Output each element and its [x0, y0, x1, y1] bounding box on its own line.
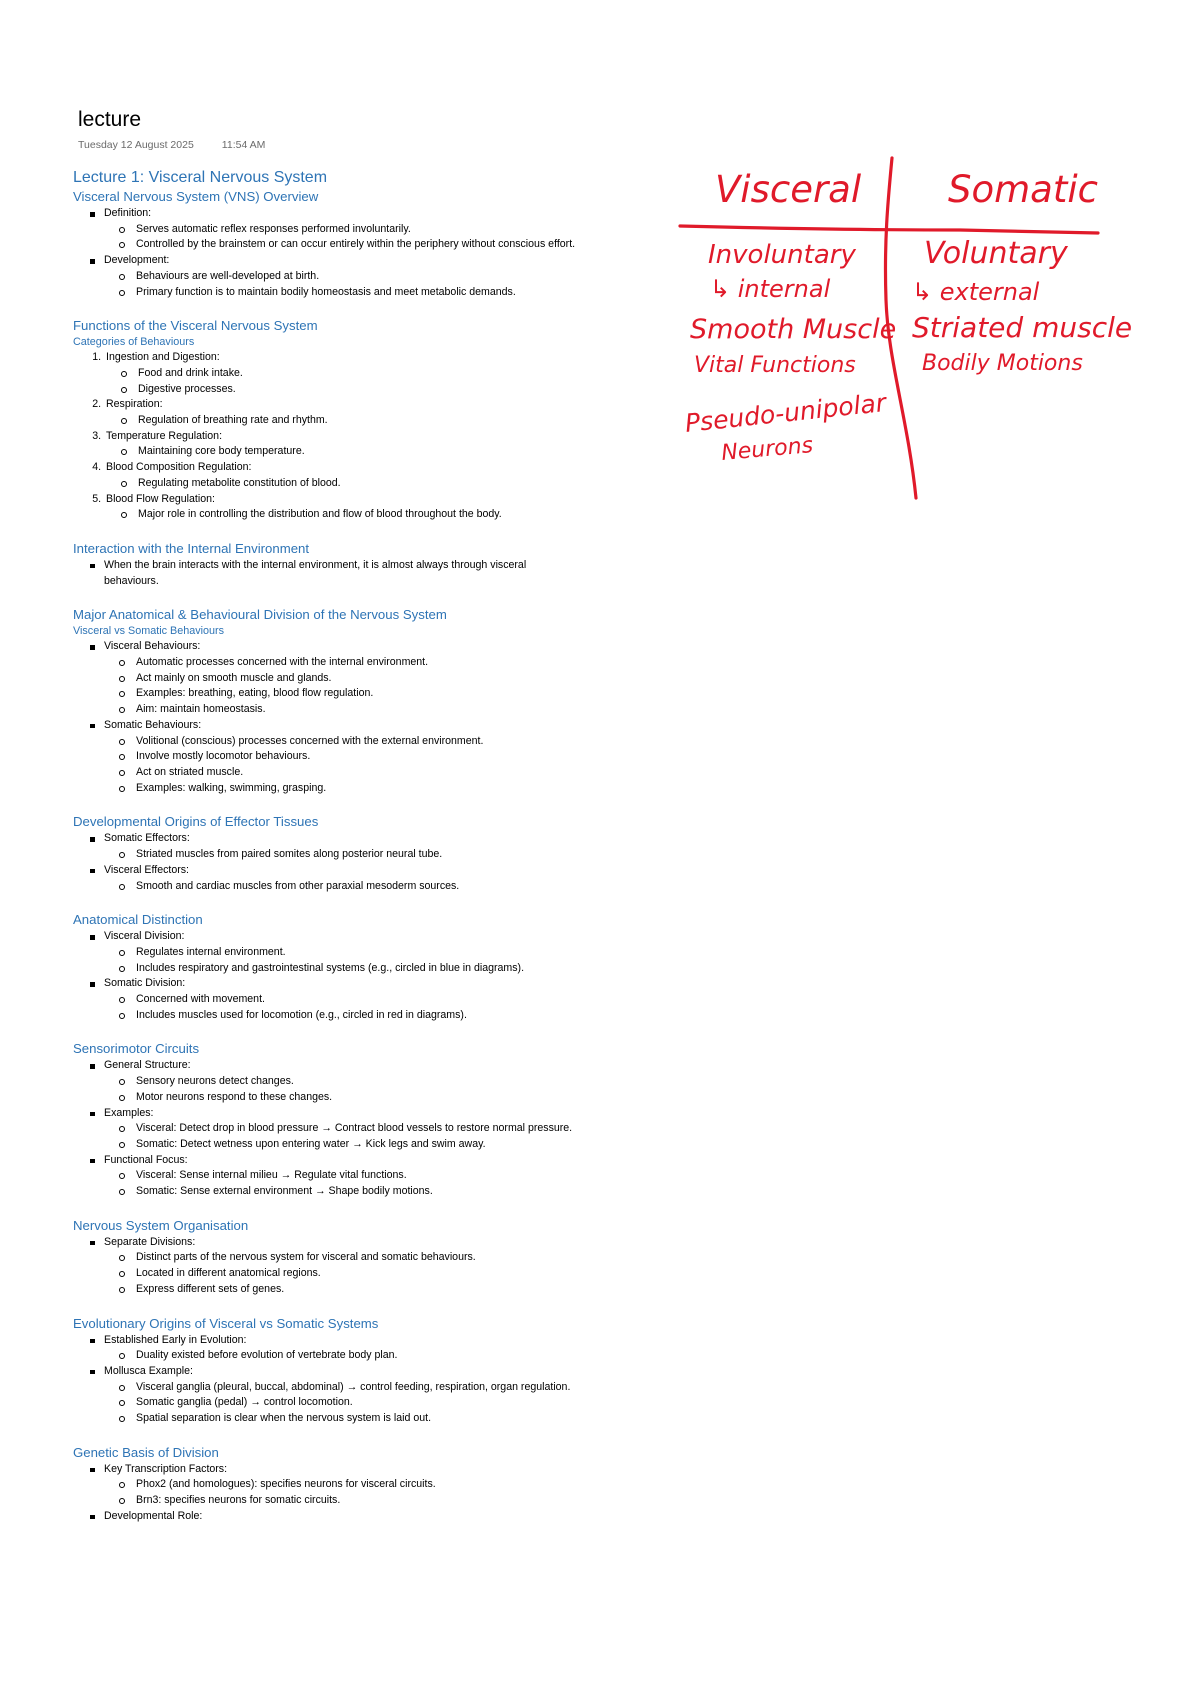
sub-list-item: Primary function is to maintain bodily homeostasis and meet metabolic demands. [136, 285, 583, 301]
list-item-label: 1. Ingestion and Digestion: [106, 351, 220, 364]
sub-list [104, 655, 583, 718]
sub-list [104, 1121, 583, 1152]
sub-list-item: Involve mostly locomotor behaviours. [136, 749, 583, 765]
ink-left-item-1: Involuntary [708, 240, 856, 270]
ink-left-item-4: Vital Functions [694, 353, 856, 378]
sub-list-item: Examples: walking, swimming, grasping. [136, 781, 583, 797]
notes-section [73, 188, 583, 300]
sub-list-item: Duality existed before evolution of vertebrate body plan. [136, 1348, 583, 1364]
ink-text [684, 168, 1132, 466]
list-item-label: Examples: [104, 1106, 154, 1119]
sub-list-item: Visceral ganglia (pleural, buccal, abdominal) → control feeding, respiration, organ regulation. [136, 1380, 583, 1396]
bullet-list [73, 639, 583, 796]
list-item [104, 1509, 583, 1525]
page-meta [78, 139, 265, 151]
bullet-list [73, 206, 583, 300]
sub-list-item: Sensory neurons detect changes. [136, 1074, 583, 1090]
section-subheading: Visceral vs Somatic Behaviours [73, 625, 225, 638]
section-heading: Genetic Basis of Division [73, 1444, 219, 1460]
sub-list [104, 1168, 583, 1199]
list-item [104, 460, 583, 491]
sub-list-item: Serves automatic reflex responses performed involuntarily. [136, 222, 583, 238]
sub-list-item: Motor neurons respond to these changes. [136, 1090, 583, 1106]
section-heading: Major Anatomical & Behavioural Division of the Nervous System [73, 607, 447, 623]
sub-list [106, 444, 583, 460]
sub-list [104, 1250, 583, 1297]
sub-list-item: Act on striated muscle. [136, 765, 583, 781]
list-item-label: Definition: [104, 207, 152, 219]
list-item-label: 3. Temperature Regulation: [106, 429, 223, 442]
sub-list [104, 1348, 583, 1364]
page-title: lecture [78, 108, 142, 131]
ink-divider-horizontal [680, 226, 1098, 233]
list-item-label: 4. Blood Composition Regulation: [106, 461, 252, 474]
sub-list-item: Visceral: Detect drop in blood pressure → Contract blood vessels to restore normal pressure. [136, 1121, 583, 1137]
sub-list-item: Somatic ganglia (pedal) → control locomotion. [136, 1395, 583, 1411]
section-heading: Evolutionary Origins of Visceral vs Somatic Systems [73, 1315, 379, 1331]
sub-list [104, 945, 583, 976]
list-item [104, 253, 583, 300]
sub-list-item: Regulating metabolite constitution of blood. [138, 476, 583, 492]
sub-list-item: Major role in controlling the distribution and flow of blood throughout the body. [138, 507, 583, 523]
ink-left-item-5: Pseudo-unipolar [683, 388, 888, 438]
sub-list-item: Digestive processes. [138, 382, 583, 398]
list-item [104, 350, 583, 397]
section-heading: Visceral Nervous System (VNS) Overview [73, 189, 319, 204]
notes-section [73, 317, 583, 523]
sub-list [106, 507, 583, 523]
list-item-label: Developmental Role: [104, 1509, 203, 1522]
notes-section [73, 1040, 583, 1199]
section-heading: Nervous System Organisation [73, 1217, 249, 1233]
list-item [104, 718, 583, 797]
sub-list-item: Examples: breathing, eating, blood flow regulation. [136, 686, 583, 702]
list-item [104, 492, 583, 523]
list-item-label: General Structure: [104, 1059, 191, 1072]
sub-list [104, 734, 583, 797]
sub-list-item: Concerned with movement. [136, 992, 583, 1008]
sub-list-item: Phox2 (and homologues): specifies neurons for visceral circuits. [136, 1477, 583, 1493]
list-item-label: Somatic Behaviours: [104, 718, 202, 731]
sub-list [104, 879, 583, 895]
notes-section [73, 911, 583, 1023]
sub-list-item: Brn3: specifies neurons for somatic circuits. [136, 1493, 583, 1509]
sub-list [104, 1477, 583, 1508]
sub-list-item: Aim: maintain homeostasis. [136, 702, 583, 718]
notes-section [73, 1315, 583, 1427]
bullet-list [73, 1235, 583, 1298]
bullet-list [73, 831, 583, 894]
sub-list-item: Volitional (conscious) processes concerned with the external environment. [136, 734, 583, 750]
ink-left-item-2: ↳ internal [710, 275, 831, 303]
numbered-list [73, 350, 583, 523]
sub-list-item: Maintaining core body temperature. [138, 444, 583, 460]
bullet-list [73, 1058, 583, 1199]
sub-list-item: Food and drink intake. [138, 366, 583, 382]
list-item-label: Visceral Division: [104, 930, 185, 943]
sub-list-item: Somatic: Sense external environment → Shape bodily motions. [136, 1184, 583, 1200]
list-item-label: Visceral Behaviours: [104, 640, 201, 653]
bullet-list [73, 558, 583, 589]
sub-list-item: Visceral: Sense internal milieu → Regulate vital functions. [136, 1168, 583, 1184]
section-heading: Interaction with the Internal Environment [73, 540, 310, 556]
ink-right-item-4: Bodily Motions [922, 351, 1083, 376]
sub-list-item: Behaviours are well-developed at birth. [136, 269, 583, 285]
page-time: 11:54 AM [221, 139, 266, 151]
lecture-title: Lecture 1: Visceral Nervous System [73, 169, 328, 186]
list-item [104, 1333, 583, 1364]
sub-list [104, 222, 583, 253]
list-item [104, 1462, 583, 1509]
list-item [104, 929, 583, 976]
bullet-list [73, 1462, 583, 1525]
ink-divider-vertical [885, 158, 916, 498]
sub-list-item: Express different sets of genes. [136, 1282, 583, 1298]
section-heading: Sensorimotor Circuits [73, 1041, 200, 1057]
notes-section [73, 606, 583, 796]
list-item [104, 831, 583, 862]
list-item [104, 429, 583, 460]
list-item-label: Somatic Effectors: [104, 832, 190, 845]
bullet-list [73, 929, 583, 1023]
list-item-label: Somatic Division: [104, 977, 186, 990]
list-item-label: Established Early in Evolution: [104, 1333, 247, 1346]
sub-list-item: Striated muscles from paired somites along posterior neural tube. [136, 847, 583, 863]
sub-list [104, 847, 583, 863]
notes-section [73, 1444, 583, 1525]
list-item-label: When the brain interacts with the internal environment, it is almost always through visceral behaviours. [104, 558, 527, 587]
notes-section [73, 813, 583, 894]
section-subheading: Categories of Behaviours [73, 336, 195, 349]
sub-list [106, 413, 583, 429]
list-item [104, 206, 583, 253]
sub-list-item: Regulates internal environment. [136, 945, 583, 961]
sub-list-item: Spatial separation is clear when the nervous system is laid out. [136, 1411, 583, 1427]
sub-list [104, 269, 583, 300]
sub-list-item: Somatic: Detect wetness upon entering water → Kick legs and swim away. [136, 1137, 583, 1153]
list-item [104, 558, 583, 589]
section-heading: Functions of the Visceral Nervous System [73, 318, 318, 334]
list-item [104, 863, 583, 894]
sub-list [106, 476, 583, 492]
list-item [104, 397, 583, 428]
list-item [104, 1106, 583, 1153]
list-item-label: Mollusca Example: [104, 1364, 193, 1377]
list-item [104, 1058, 583, 1105]
ink-left-header: Visceral [715, 168, 862, 211]
bullet-list [73, 1333, 583, 1427]
ink-left-item-6: Neurons [720, 433, 815, 466]
notes-section [73, 1217, 583, 1298]
notes-section [73, 540, 583, 589]
list-item-label: Functional Focus: [104, 1153, 188, 1166]
ink-strokes [680, 158, 1098, 498]
ink-left-item-3: Smooth Muscle [690, 314, 897, 345]
sub-list-item: Includes respiratory and gastrointestinal systems (e.g., circled in blue in diagrams). [136, 961, 583, 977]
ink-right-item-1: Voluntary [924, 236, 1068, 271]
sections-container [73, 188, 583, 1525]
list-item-label: Separate Divisions: [104, 1235, 196, 1248]
sub-list-item: Includes muscles used for locomotion (e.g., circled in red in diagrams). [136, 1008, 583, 1024]
notes-body [73, 168, 583, 1525]
sub-list [104, 1380, 583, 1427]
list-item-label: Key Transcription Factors: [104, 1462, 228, 1475]
sub-list [104, 992, 583, 1023]
sub-list-item: Act mainly on smooth muscle and glands. [136, 671, 583, 687]
list-item [104, 1364, 583, 1427]
sub-list-item: Automatic processes concerned with the internal environment. [136, 655, 583, 671]
sub-list-item: Distinct parts of the nervous system for visceral and somatic behaviours. [136, 1250, 583, 1266]
sub-list [104, 1074, 583, 1105]
sub-list-item: Located in different anatomical regions. [136, 1266, 583, 1282]
sub-list-item: Smooth and cardiac muscles from other paraxial mesoderm sources. [136, 879, 583, 895]
section-heading: Anatomical Distinction [73, 912, 203, 928]
list-item [104, 1235, 583, 1298]
list-item-label: Development: [104, 254, 170, 267]
list-item-label: 5. Blood Flow Regulation: [106, 492, 215, 505]
page-date: Tuesday 12 August 2025 [78, 139, 194, 151]
list-item [104, 639, 583, 718]
list-item [104, 976, 583, 1023]
sub-list [106, 366, 583, 397]
sub-list-item: Regulation of breathing rate and rhythm. [138, 413, 583, 429]
list-item-label: Visceral Effectors: [104, 863, 189, 876]
ink-right-item-3: Striated muscle [912, 311, 1133, 344]
list-item [104, 1153, 583, 1200]
section-heading: Developmental Origins of Effector Tissues [73, 814, 319, 830]
sub-list-item: Controlled by the brainstem or can occur entirely within the periphery without conscious effort. [136, 237, 583, 253]
list-item-label: 2. Respiration: [106, 398, 163, 411]
ink-right-item-2: ↳ external [912, 278, 1040, 306]
ink-right-header: Somatic [948, 168, 1098, 211]
